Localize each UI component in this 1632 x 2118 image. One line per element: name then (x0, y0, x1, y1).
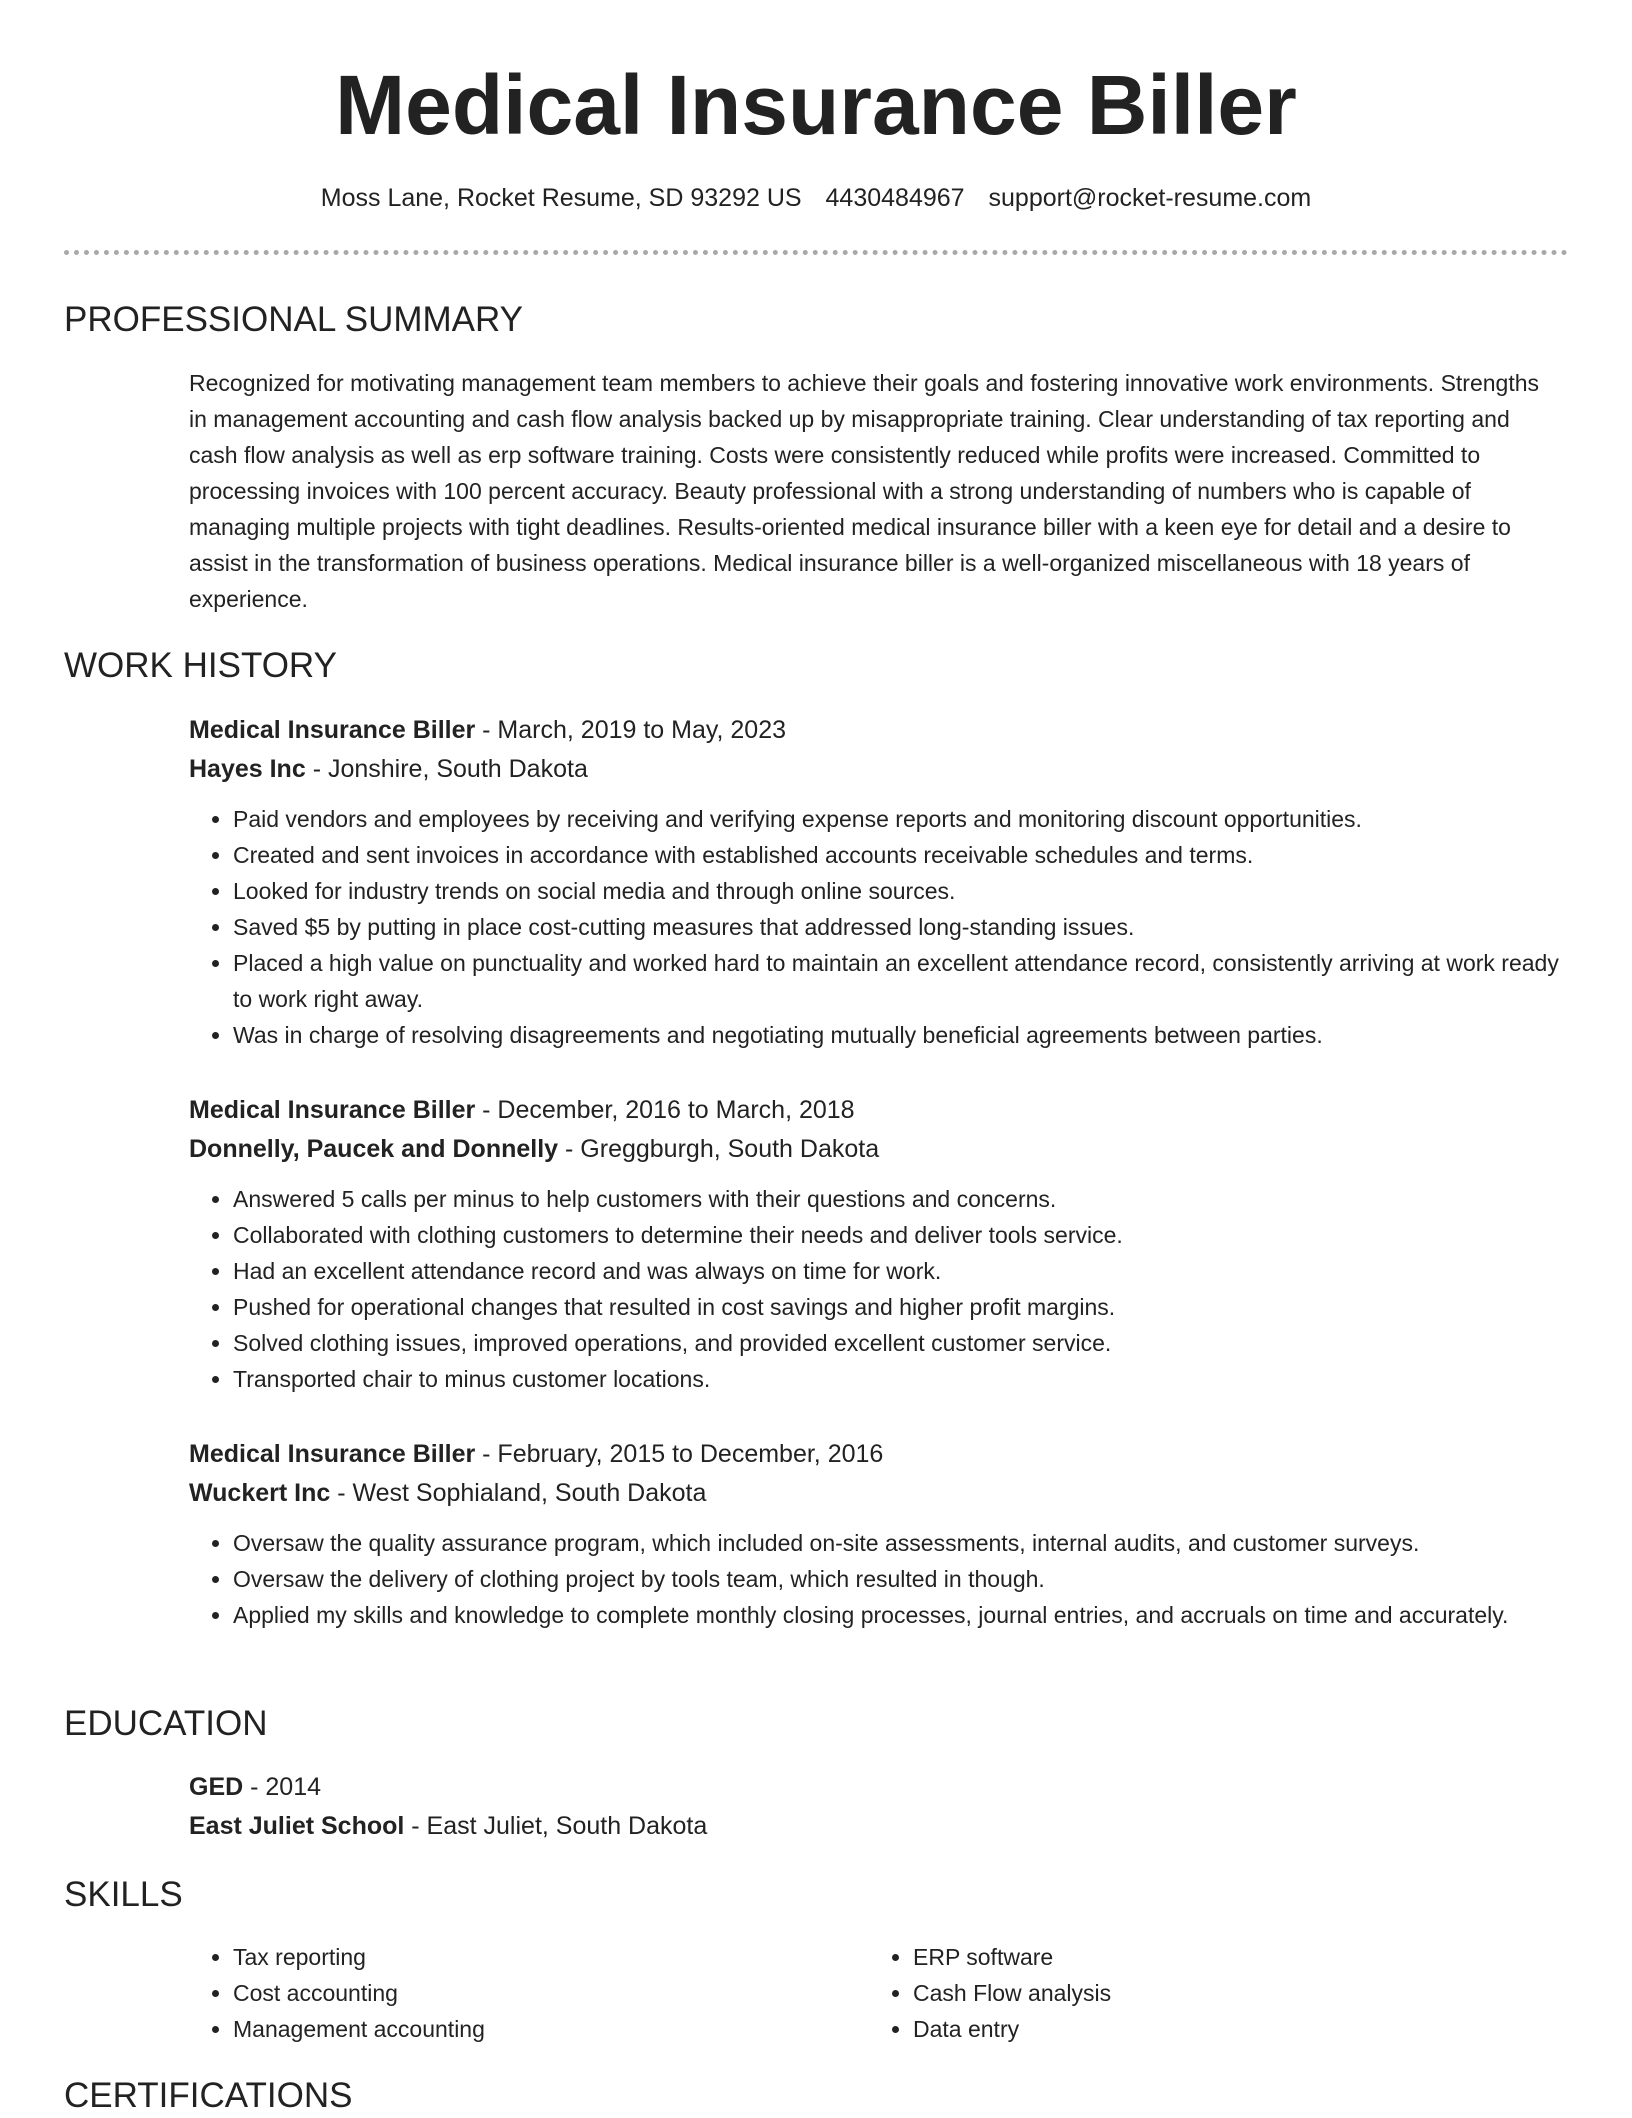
degree-name: GED (189, 1773, 244, 1801)
list-item: • Answered 5 calls per minus to help customers with their questions and concerns. (233, 1181, 1561, 1217)
list-item: • Oversaw the quality assurance program, which included on-site assessments, internal audits, and customer surveys. (233, 1525, 1561, 1561)
list-item: • Collaborated with clothing customers to determine their needs and deliver tools service. (233, 1217, 1561, 1253)
skill-item: • Cost accounting (233, 1975, 869, 2011)
skills-grid (189, 1939, 1561, 2047)
degree-line (189, 1768, 1561, 1807)
job-entry-3 (189, 1435, 1561, 1633)
list-item: • Solved clothing issues, improved operations, and provided excellent customer service. (233, 1325, 1561, 1361)
list-item: • Created and sent invoices in accordance with established accounts receivable schedules and terms. (233, 837, 1561, 873)
job-title: Medical Insurance Biller (189, 1440, 476, 1468)
skills-list-right (869, 1939, 1549, 2047)
job-title: Medical Insurance Biller (189, 716, 476, 744)
section-title-certifications: CERTIFICATIONS (64, 2076, 353, 2115)
skills-column-left (189, 1939, 869, 2047)
section-title-education: EDUCATION (64, 1704, 268, 1743)
skills-column-right (869, 1939, 1549, 2047)
job-title-line (189, 1091, 1561, 1130)
list-item: • Looked for industry trends on social media and through online sources. (233, 873, 1561, 909)
section-title-skills: SKILLS (64, 1875, 183, 1914)
job-bullets (189, 1525, 1561, 1633)
company-location: - Greggburgh, South Dakota (558, 1135, 880, 1163)
skill-item: • ERP software (913, 1939, 1549, 1975)
job-title-line (189, 1435, 1561, 1474)
company-location: - West Sophialand, South Dakota (330, 1479, 707, 1507)
job-bullets (189, 1181, 1561, 1397)
school-name: East Juliet School (189, 1812, 405, 1840)
list-item: • Oversaw the delivery of clothing project by tools team, which resulted in though. (233, 1561, 1561, 1597)
company-location: - Jonshire, South Dakota (305, 755, 588, 783)
resume-name: Medical Insurance Biller (335, 58, 1297, 152)
contact-phone: 4430484967 (825, 184, 965, 212)
summary-block (189, 365, 1561, 617)
list-item: • Applied my skills and knowledge to complete monthly closing processes, journal entries, and accruals on time and accurately. (233, 1597, 1561, 1633)
contact-address: Moss Lane, Rocket Resume, SD 93292 US (320, 184, 802, 212)
degree-year: - 2014 (243, 1773, 322, 1801)
list-item: • Was in charge of resolving disagreements and negotiating mutually beneficial agreements between parties. (233, 1017, 1561, 1053)
skill-item: • Tax reporting (233, 1939, 869, 1975)
list-item: • Pushed for operational changes that resulted in cost savings and higher profit margins. (233, 1289, 1561, 1325)
job-entry-2 (189, 1091, 1561, 1397)
school-location: - East Juliet, South Dakota (404, 1812, 708, 1840)
company-line (189, 1474, 1561, 1513)
job-bullets (189, 801, 1561, 1053)
job-title: Medical Insurance Biller (189, 1096, 476, 1124)
company-name: Donnelly, Paucek and Donnelly (189, 1135, 559, 1163)
summary-text: Recognized for motivating management team members to achieve their goals and fostering innovative work environments. Strengths in management accounting and cash flow analysis backed up by misappropriate training. Clear understanding of tax reporting and cash flow analysis as well as erp software training. Costs were consistently reduced while profits were increased. Committed to processing invoices with 100 percent accuracy. Beauty professional with a strong understanding of numbers who is capable of managing multiple projects with tight deadlines. Results-oriented medical insurance biller with a keen eye for detail and a desire to assist in the transformation of business operations. Medical insurance biller is a well-organized miscellaneous with 18 years of experience. (189, 370, 1540, 612)
company-line (189, 1130, 1561, 1169)
job-dates: - February, 2015 to December, 2016 (475, 1440, 884, 1468)
skill-item: • Data entry (913, 2011, 1549, 2047)
education-entry (189, 1768, 1561, 1846)
list-item: • Saved $5 by putting in place cost-cutting measures that addressed long-standing issues. (233, 909, 1561, 945)
contact-email: support@rocket-resume.com (988, 184, 1312, 212)
company-name: Wuckert Inc (189, 1479, 331, 1507)
skills-list-left (189, 1939, 869, 2047)
list-item: • Placed a high value on punctuality and worked hard to maintain an excellent attendance record, consistently arriving at work ready to work right away. (233, 945, 1561, 1017)
list-item: • Paid vendors and employees by receiving and verifying expense reports and monitoring discount opportunities. (233, 801, 1561, 837)
section-title-work-history: WORK HISTORY (64, 646, 337, 685)
school-line (189, 1807, 1561, 1846)
job-dates: - March, 2019 to May, 2023 (475, 716, 787, 744)
job-dates: - December, 2016 to March, 2018 (475, 1096, 855, 1124)
skill-item: • Management accounting (233, 2011, 869, 2047)
list-item: • Had an excellent attendance record and was always on time for work. (233, 1253, 1561, 1289)
company-name: Hayes Inc (189, 755, 306, 783)
contact-line (0, 180, 1632, 216)
job-title-line (189, 711, 1561, 750)
company-line (189, 750, 1561, 789)
list-item: • Transported chair to minus customer locations. (233, 1361, 1561, 1397)
section-title-summary: PROFESSIONAL SUMMARY (64, 300, 523, 339)
skill-item: • Cash Flow analysis (913, 1975, 1549, 2011)
header-divider (64, 250, 1568, 255)
job-entry-1 (189, 711, 1561, 1053)
